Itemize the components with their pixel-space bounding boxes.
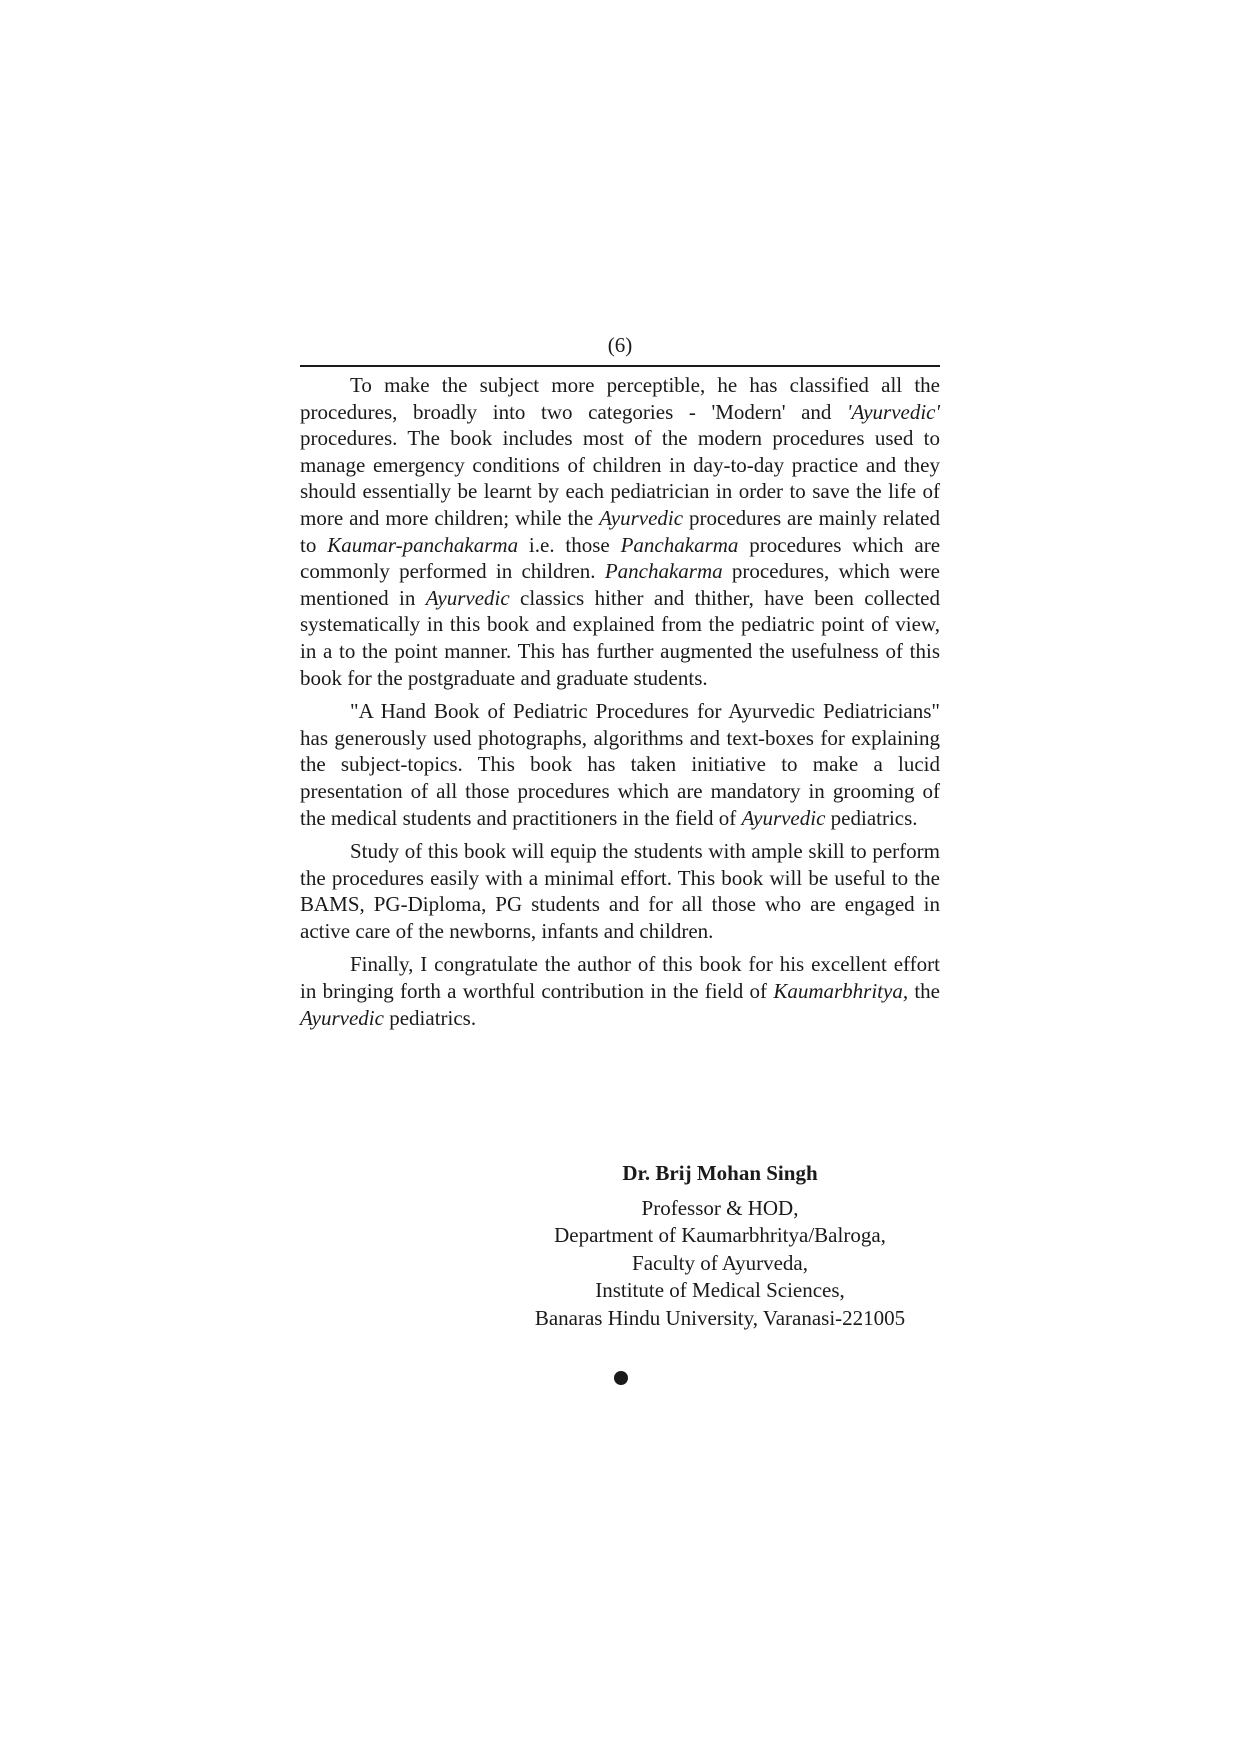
signature-block bbox=[500, 1160, 940, 1332]
end-bullet-icon bbox=[614, 1371, 628, 1385]
paragraph-1: To make the subject more perceptible, he has classified all the procedures, broadly into two categories - 'Modern' and 'Ayurvedic' procedures. The book includes most of the modern procedures used to manage emergency conditions of children in day-to-day practice and they should essentially be learnt by each pediatrician in order to save the life of more and more children; while the Ayurvedic procedures are mainly related to Kaumar-panchakarma i.e. those Panchakarma procedures which are commonly performed in children. Panchakarma procedures, which were mentioned in Ayurvedic classics hither and thither, have been collected systematically in this book and explained from the pediatric point of view, in a to the point manner. This has further augmented the usefulness of this book for the postgraduate and graduate students. bbox=[300, 373, 941, 690]
body-text bbox=[300, 372, 940, 1038]
paragraph-2: "A Hand Book of Pediatric Procedures for Ayurvedic Pediatricians" has generously used photographs, algorithms and text-boxes for explaining the subject-topics. This book has taken initiative to make a lucid presentation of all those procedures which are mandatory in grooming of the medical students and practitioners in the field of Ayurvedic pediatrics. bbox=[300, 699, 940, 830]
paragraph-3: Study of this book will equip the students with ample skill to perform the procedures easily with a minimal effort. This book will be useful to the BAMS, PG-Diploma, PG students and for all those who are engaged in active care of the newborns, infants and children. bbox=[300, 839, 940, 943]
signature-name: Dr. Brij Mohan Singh bbox=[622, 1161, 818, 1185]
signature-title: Professor & HOD, bbox=[641, 1195, 799, 1220]
signature-university: Banaras Hindu University, Varanasi-221005 bbox=[534, 1305, 906, 1330]
signature-faculty: Faculty of Ayurveda, bbox=[632, 1250, 808, 1275]
paragraph-4: Finally, I congratulate the author of this book for his excellent effort in bringing forth a worthful contribution in the field of Kaumarbhritya, the Ayurvedic pediatrics. bbox=[300, 952, 941, 1030]
signature-institute: Institute of Medical Sciences, bbox=[595, 1278, 845, 1302]
page-number: (6) bbox=[607, 333, 633, 357]
header-rule bbox=[300, 365, 940, 367]
signature-department: Department of Kaumarbhritya/Balroga, bbox=[554, 1223, 886, 1247]
